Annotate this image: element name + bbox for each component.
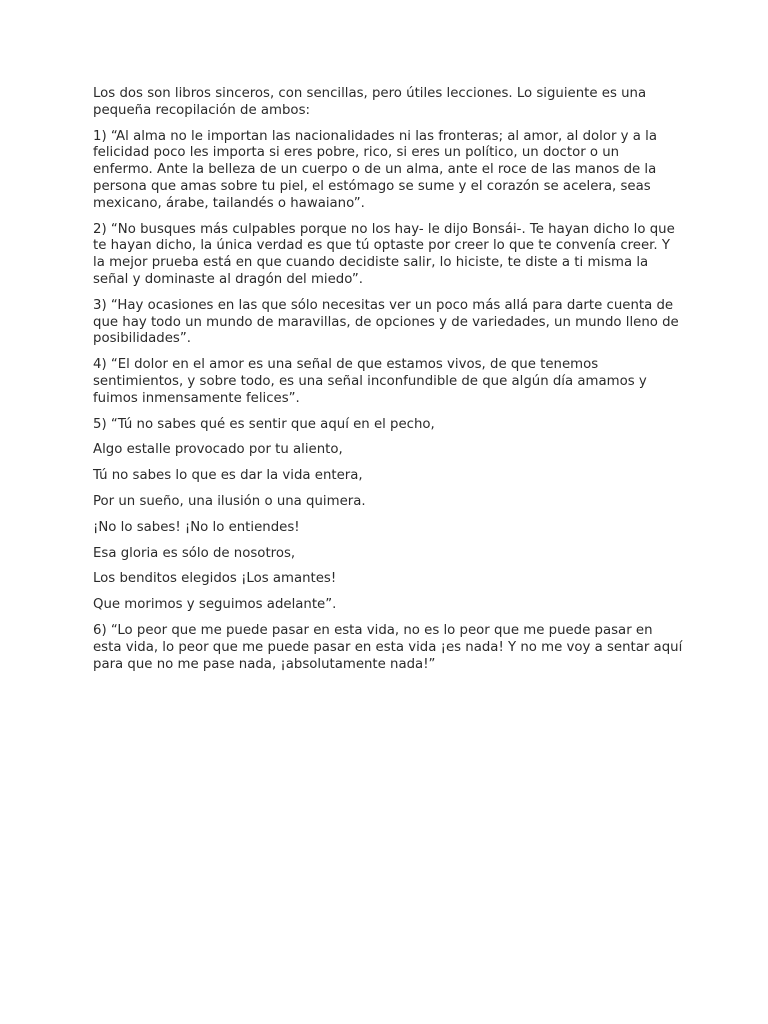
poem-line-1: 5) “Tú no sabes qué es sentir que aquí en el pecho, [93, 416, 435, 432]
poem-line-2: Algo estalle provocado por tu aliento, [93, 442, 343, 458]
poem-line-8: Que morimos y seguimos adelante”. [93, 597, 337, 613]
quote-6-paragraph: 6) “Lo peor que me puede pasar en esta vida, no es lo peor que me puede pasar en esta vida, lo peor que me puede pasar en esta vida ¡es nada! Y no me voy a sentar aquí para que no me pase nada, ¡absolutamente nada!” [93, 622, 683, 672]
document-body [93, 86, 683, 682]
poem-line-4: Por un sueño, una ilusión o una quimera. [93, 493, 366, 509]
poem-line-6: Esa gloria es sólo de nosotros, [93, 545, 296, 561]
poem-line-5: ¡No lo sabes! ¡No lo entiendes! [93, 519, 300, 535]
quote-4-paragraph: 4) “El dolor en el amor es una señal de que estamos vivos, de que tenemos sentimientos, y sobre todo, es una señal inconfundible de que algún día amamos y fuimos inmensamente felices”. [93, 357, 647, 406]
poem-line-3: Tú no sabes lo que es dar la vida entera, [93, 468, 363, 484]
quote-3-paragraph: 3) “Hay ocasiones en las que sólo necesitas ver un poco más allá para darte cuenta de que hay todo un mundo de maravillas, de opciones y de variedades, un mundo lleno de posibilidades”. [93, 297, 679, 347]
poem-line-7: Los benditos elegidos ¡Los amantes! [93, 571, 337, 587]
intro-paragraph: Los dos son libros sinceros, con sencillas, pero útiles lecciones. Lo siguiente es una pequeña recopilación de ambos: [93, 86, 647, 118]
quote-1-paragraph: 1) “Al alma no le importan las nacionalidades ni las fronteras; al amor, al dolor y a la felicidad poco les importa si eres pobre, rico, si eres un político, un doctor o un enfermo. Ante la belleza de un cuerpo o de un alma, ante el roce de las manos de la persona que amas sobre tu piel, el estómago se sume y el corazón se acelera, seas mexicano, árabe, tailandés o hawaiano”. [93, 128, 657, 211]
quote-2-paragraph: 2) “No busques más culpables porque no los hay- le dijo Bonsái-. Te hayan dicho lo que te hayan dicho, la única verdad es que tú optaste por creer lo que te convenía creer. Y la mejor prueba está en que cuando decidiste salir, lo hiciste, te diste a ti misma la señal y dominaste al dragón del miedo”. [93, 221, 675, 287]
